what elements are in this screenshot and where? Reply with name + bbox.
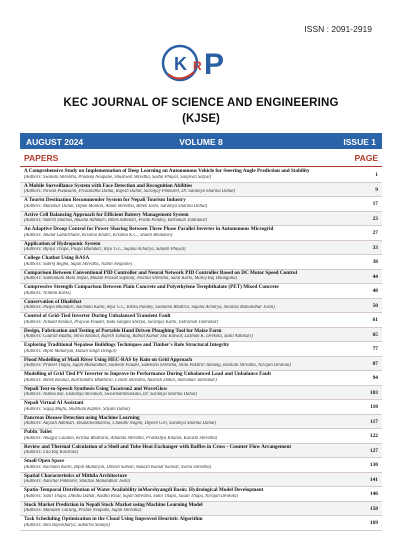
- paper-authors: (Authors: Bijaya Thapa, Puspa Bhandari, Riya G.C, Sujana Acharya, Subash Phuyal): [24, 247, 186, 253]
- paper-page: 9: [375, 186, 378, 193]
- paper-title: Conservation of Dhaibhat: [24, 298, 82, 305]
- paper-authors: (Authors: Aanchal Pokharel, Shailiza Manandhar Joshi): [24, 479, 131, 485]
- issn-label: ISSN : 2091-2919: [304, 24, 372, 34]
- paper-page: 117: [370, 418, 378, 425]
- paper-page: 94: [372, 375, 378, 381]
- paper-title: Modelling of Grid Tied PV Inverter to Improve its Performance During Unbalanced Load and Unbalance Fault: [24, 371, 271, 377]
- toc-entry[interactable]: [20, 458, 382, 473]
- paper-title: Nepali Virtual AI Assistant: [24, 400, 84, 406]
- issue-volume: VOLUME 8: [179, 137, 223, 147]
- issue-date: AUGUST 2024: [26, 137, 84, 147]
- paper-page: 44: [372, 273, 378, 280]
- paper-page: 87: [372, 360, 378, 367]
- paper-title: Stock Market Prediction in Nepali Stock Market using Machine Learning Model: [24, 501, 203, 508]
- paper-title: Comparison Between Conventional PID Controller and Neural Network PID Controller Based on DC Motor Speed Control: [24, 269, 298, 276]
- toc-entry[interactable]: [20, 270, 382, 285]
- paper-page: 65: [372, 331, 378, 338]
- paper-page: 38: [372, 259, 378, 265]
- toc-entry[interactable]: [20, 313, 382, 328]
- paper-page: 141: [369, 476, 378, 483]
- paper-page: 130: [369, 462, 378, 468]
- toc-entry[interactable]: [20, 502, 382, 517]
- toc-entry[interactable]: [20, 197, 382, 212]
- paper-authors: (Authors: Puspa Bhandari, Rachana Karki, Riya G.C, Ritika Pandey, Susmima Bhattrai, Sujana Acharya, Shailiza Manandhar Joshi): [24, 305, 275, 311]
- paper-authors: (Authors: Sajag Majhi, Shubham Kaphle, Shyam Dahal): [24, 406, 130, 412]
- paper-authors: (Authors: Nimesh Karki): [24, 290, 71, 296]
- paper-title: Spatio-Temporal Distribution of Water Availability inMarshyangdi Basin: Hydrological Model Development: [24, 487, 264, 493]
- paper-page: 110: [370, 404, 378, 410]
- toc-entry[interactable]: [20, 226, 382, 241]
- paper-title: Nepali Text-to-Speech Synthesis Using Tacotron2 and WaveGlow: [24, 385, 168, 392]
- paper-title: Exploring Traditional Nepalese Buildings Techniques and Timber's Role Structural Integrity: [24, 342, 230, 348]
- paper-page: 122: [369, 433, 378, 439]
- toc-entry[interactable]: [20, 212, 382, 227]
- paper-authors: (Authors: Gaurab Budha, Shiva Khanal, Rajesh Tamang, Rabial Kumar Sha Kalwar, Laxman K. Devkota, Sunil Adhikari): [24, 334, 253, 340]
- toc-entry[interactable]: [20, 415, 382, 430]
- paper-authors: (Authors: Lila Raj Kotarala): [24, 450, 79, 456]
- paper-page: 158: [369, 505, 378, 512]
- paper-authors: (Authors: Bipin Maharjan, Hasan Singh Dongol): [24, 348, 117, 354]
- paper-authors: (Authors: Anand Lamichhane, Krishna Khatri, Krishna K.C., Shanti Bhandari): [24, 232, 173, 238]
- paper-page: 23: [372, 215, 378, 222]
- paper-page: 33: [372, 244, 378, 251]
- issue-band: [20, 133, 382, 149]
- paper-page: 61: [372, 317, 378, 323]
- paper-authors: (Authors: Ashma Rai, Ekdadeja Shivakoti, Swostikallimaskala, Dr. Suramya Sharma Dahal): [24, 392, 197, 398]
- toc-entry[interactable]: [20, 487, 382, 502]
- paper-title: Design, Fabrication and Testing of Portable Hand Driven Ploughing Tool for Maize Farm: [24, 327, 222, 334]
- paper-authors: (Authors: Pawan Pudasaini, Prasanatha Dahal, Rajesh Dahal, Suranjay Pokharel, Dr. Suramya Sharma Dahal): [24, 189, 236, 195]
- paper-title: Public Toilet: [24, 429, 52, 435]
- krp-logo-icon: [160, 36, 246, 86]
- toc-entry[interactable]: [20, 284, 382, 299]
- toc-entry[interactable]: [20, 342, 382, 357]
- toc-list: [20, 168, 382, 531]
- paper-authors: (Authors: Bibek Khanal, Kulchandra Bhattarai, Lenish Shrestha, Aashish Dahal, Indraman Tamrakar): [24, 377, 217, 383]
- paper-authors: (Authors: Anugya Gautam, Kritika Bhattarai, Amanda Shrestha, Pratikshya Khanal, Kalashi Shrestha): [24, 435, 218, 441]
- paper-page: 103: [369, 389, 378, 396]
- paper-authors: (Authors: Prateet Thapa, Sujan Manandhar, Susikesh Paudel, Sudeksha Shrestha, Shila Pakhrin Tamang, Roshani Shrestha, Nirajan Devkota): [24, 363, 292, 369]
- paper-title: Task Scheduling Optimization in the Cloud Using Improved Heuristic Algorithm: [24, 516, 203, 522]
- paper-title: Spatial Characteristics of Mithila Architecture: [24, 472, 127, 479]
- paper-title: Review and Thermal Calculation of a Shell and Tube Heat Exchanger with Baffles in Cross - Counter Flow Arrangement: [24, 443, 292, 450]
- paper-authors: (Authors: Rita Rajeesharya, Subarna Shakya): [24, 522, 111, 528]
- paper-authors: (Authors: Manohar Dahal, Dipak Mainali, Aman Shrestha, Bibek Joshi, Suramya Sharma Dahal): [24, 203, 208, 209]
- papers-heading: PAPERS: [24, 153, 59, 163]
- toc-entry[interactable]: [20, 429, 382, 444]
- paper-page: 27: [372, 230, 378, 236]
- paper-title: College Chatbot Using RASA: [24, 255, 90, 261]
- paper-page: 1: [375, 172, 378, 178]
- paper-authors: (Authors: Aayush Adhikari, Bisulkitoonkarma, Chandni Nagmi, Dipesh Giri, Suramya Sharma Dahal): [24, 421, 217, 427]
- toc-entry[interactable]: [20, 183, 382, 198]
- toc-entry[interactable]: [20, 357, 382, 372]
- toc-entry[interactable]: [20, 241, 382, 256]
- toc-entry[interactable]: [20, 400, 382, 415]
- paper-title: Active Cell Balancing Approach for Efficient Battery Management System: [24, 211, 189, 218]
- paper-title: Small Open Space: [24, 458, 65, 464]
- toc-entry[interactable]: [20, 371, 382, 386]
- toc-entry[interactable]: [20, 299, 382, 314]
- toc-entry[interactable]: [20, 516, 382, 531]
- paper-title: Control of Grid-Tied Inverter During Unbalanced Transient Fault: [24, 313, 171, 319]
- paper-title: Application of Hydroponic System: [24, 240, 101, 247]
- logo-text-r: R: [193, 59, 202, 73]
- toc-entry[interactable]: [20, 473, 382, 488]
- paper-page: 169: [369, 520, 378, 526]
- toc-entry[interactable]: [20, 444, 382, 459]
- issue-number: ISSUE 1: [343, 137, 376, 147]
- paper-authors: (Authors: Nilkant Khanal, Prajwal Paudel, Yada Sangita Sherpa, Suranjay Karki, Indraman Tamrakar): [24, 319, 219, 325]
- paper-title: Compressive Strength Comparison Between Plain Concrete and Polyethylene Terephthalate (PET) Mixed Concrete: [24, 284, 279, 290]
- toc-entry[interactable]: [20, 386, 382, 401]
- paper-page: 48: [372, 288, 378, 294]
- paper-authors: (Authors: Rachana Karki, Bipin Maharjan, Dinesh Subedi, Aakash Kumar Kalwar, Sweta Shrestha): [24, 464, 212, 470]
- paper-authors: (Authors: Sunil Thapa, Dikshu Dahal, Aastha Risal, Sujan Shrestha, Sunil Thapa, Susan Thapa, Nirajan Devkota): [24, 493, 239, 499]
- paper-authors: (Authors: Aakriti Sharma, Anusha Adhikari, Bibek Adhikari, Pratik Pandey, Indraman Tamrakar): [24, 218, 208, 224]
- paper-page: 146: [369, 491, 378, 497]
- paper-title: An Adaptive Droop Control for Power Sharing Between Three Phase Parallel Inverter in Autonomous Microgrid: [24, 226, 274, 232]
- paper-title: A Mobile Surveillance System with Face Detection and Recognition Abilities: [24, 182, 193, 189]
- paper-authors: (Authors: Subrej Regmi, Sujan Shrestha, Nabin Neupane): [24, 261, 132, 267]
- paper-page: 17: [372, 201, 378, 207]
- paper-title: A Comprehensive Study on Implementation of Deep Learning on Autonomous Vehicle for Steering Angle Prediction and Stability: [24, 168, 310, 174]
- paper-title: A Tourist Destination Recommender System for Nepali Tourism Industry: [24, 197, 186, 203]
- paper-authors: (Authors: Manuzen Gurung, Prabin Neupane, Sujan Shrestha): [24, 508, 142, 514]
- journal-title: KEC JOURNAL OF SCIENCE AND ENGINEERING: [63, 97, 339, 109]
- toc-entry[interactable]: [20, 255, 382, 270]
- logo-text-k: K: [174, 54, 187, 74]
- journal-abbreviation: (KJSE): [182, 113, 220, 125]
- paper-page: 127: [369, 447, 378, 454]
- logo-text-p: P: [204, 48, 225, 81]
- paper-title: Pancreas Disease Detection using Machine Learning: [24, 414, 140, 421]
- paper-title: Flood Modelling of Madi River Using HEC-RAS by Rain on Grid Approach: [24, 356, 192, 363]
- toc-header: [20, 152, 382, 167]
- paper-page: 77: [372, 346, 378, 352]
- paper-page: 50: [372, 302, 378, 309]
- page-heading: PAGE: [354, 153, 378, 163]
- paper-authors: (Authors: Swakshi Shrestha, Pradeep Neupane, Shushwat Shrestha, Sushil Phuyal, Sanjivan Satyal): [24, 174, 212, 180]
- toc-entry[interactable]: [20, 168, 382, 183]
- toc-entry[interactable]: [20, 328, 382, 343]
- paper-authors: (Authors: Subhamani Mani Nepal, Madan Prasad Sapkota, Nischal Shrestha, Sunil Karki, Manoj Raj Dhungana): [24, 276, 237, 282]
